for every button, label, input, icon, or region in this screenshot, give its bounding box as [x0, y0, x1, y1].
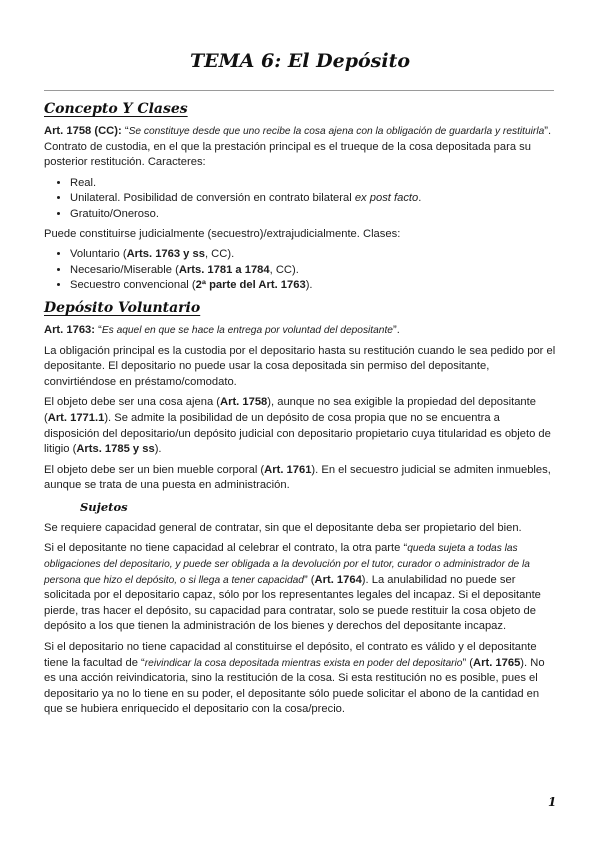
- list-item: • Secuestro convencional (2ª parte del Art. 1763).: [70, 278, 556, 294]
- article-ref: Art. 1758 (CC):: [44, 125, 122, 137]
- paragraph-object-ajena: El objeto debe ser una cosa ajena (Art. 1758), aunque no sea exigible la propiedad del depositante (Art. 1771.1). Se admite la posibilidad de un depósito de cosa propia que no se encuentra a disposición del depositario/un depósito judicial con depositario propietario cuya titularidad es objeto de litigio (Arts. 1785 y ss).: [44, 396, 551, 456]
- paragraph-definition: Art. 1758 (CC): “Se constituye desde que uno recibe la cosa ajena con la obligación de guardarla y restituirla”. Contrato de custodia, en el que la prestación principal es el trueque de la cosa depositada para su posterior restitución. Caracteres:: [44, 125, 552, 169]
- paragraph-art1763: Art. 1763: “Es aquel en que se hace la entrega por voluntad del depositante”.: [44, 323, 400, 336]
- paragraph-depositario-incapaz: Si el depositario no tiene capacidad al constituirse el depósito, el contrato es válido y el depositante tiene la facultad de “reivindicar la cosa depositada mientras exista en poder del depositario” (Art. 1765). No es una acción reivindicatoria, sino la restitución de la cosa. Si esta restitución no es posible, pues el depositario ya no lo tiene en su poder, el depositante sólo puede solicitar el abono de la cantidad en que se hubiera enriquecido el depositario con la cosa/precio.: [44, 641, 545, 716]
- classes-list: [44, 247, 556, 294]
- paragraph-obligation: La obligación principal es la custodia por el depositario hasta su restitución cuando le sea pedido por el depositante. El depositario no puede usar la cosa depositada sin permiso del depositante, convirtiéndose en préstamo/comodato.: [44, 344, 556, 388]
- list-item: • Voluntario (Arts. 1763 y ss, CC).: [70, 247, 556, 263]
- page-title: TEMA 6: El Depósito: [189, 50, 411, 72]
- paragraph-depositante-incapaz: Si el depositante no tiene capacidad al celebrar el contrato, la otra parte “queda sujeta a todas las obligaciones del depositario, y puede ser obligada a la devolución por el tutor, curador o administrador de la persona que hizo el depósito, o si llega a tener capacidad” (Art. 1764). La anulabilidad no puede ser solicitada por el depositario capaz, sólo por los representantes legales del incapaz. Si el depositante pierde, tras hacer el depósito, su capacidad para contratar, solo se puede restituir la cosa objeto de depósito a los que tienen la administración de los bienes y derechos del depositante incapaz.: [44, 542, 541, 633]
- section-heading-voluntario: Depósito Voluntario: [44, 299, 201, 316]
- list-item: • Necesario/Miserable (Arts. 1781 a 1784, CC).: [70, 263, 556, 279]
- latin-term: ex post facto: [354, 192, 419, 205]
- section-heading-concepto: Concepto Y Clases: [44, 101, 188, 117]
- characteristics-list: [44, 176, 556, 223]
- page-number: 1: [548, 795, 557, 809]
- legal-quote: Se constituye desde que uno recibe la cosa ajena con la obligación de guardarla y restituirla: [128, 126, 545, 137]
- paragraph-constitution: Puede constituirse judicialmente (secuestro)/extrajudicialmente. Clases:: [44, 227, 401, 240]
- title-divider: [44, 90, 554, 91]
- subheading-sujetos: Sujetos: [80, 499, 128, 514]
- list-item: • Unilateral. Posibilidad de conversión en contrato bilateral ex post facto.: [70, 191, 556, 207]
- paragraph-object-mueble: El objeto debe ser un bien mueble corporal (Art. 1761). En el secuestro judicial se admiten inmuebles, aunque se trata de una puesta en administración.: [44, 463, 551, 492]
- list-item: • Gratuito/Oneroso.: [70, 207, 556, 223]
- document-body: [44, 99, 556, 723]
- list-item: • Real.: [70, 176, 556, 192]
- paragraph-capacity: Se requiere capacidad general de contratar, sin que el depositante deba ser propietario del bien.: [44, 521, 522, 534]
